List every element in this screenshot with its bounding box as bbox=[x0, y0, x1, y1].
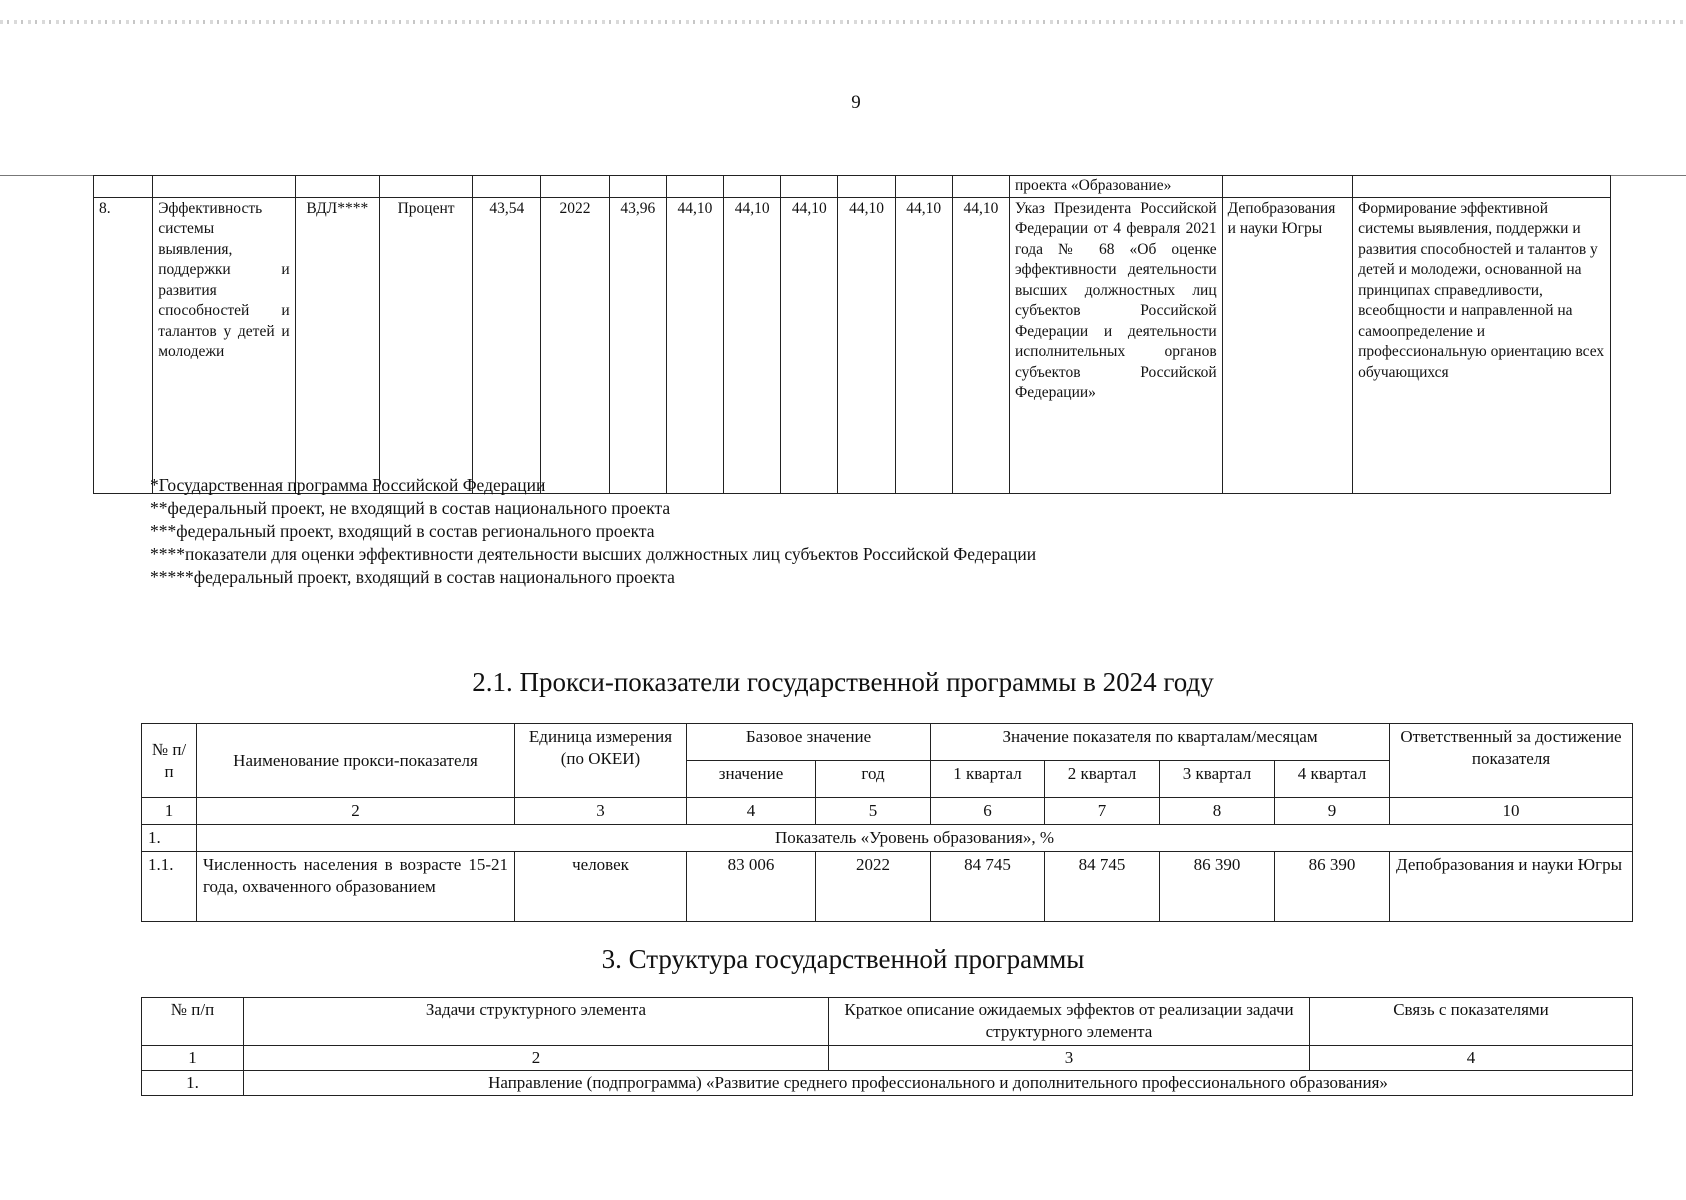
value-cell: 43,96 bbox=[609, 197, 666, 493]
column-number-row bbox=[142, 1046, 1633, 1071]
header-quarters: Значение показателя по кварталам/месяцам bbox=[931, 724, 1390, 761]
unit: человек bbox=[515, 852, 687, 922]
base-value: 83 006 bbox=[687, 852, 816, 922]
value-cell: 44,10 bbox=[781, 197, 838, 493]
value-cell: 44,10 bbox=[838, 197, 895, 493]
table-row-continuation bbox=[94, 176, 1611, 198]
header-unit: Единица измерения (по ОКЕИ) bbox=[515, 724, 687, 798]
footnote: **федеральный проект, не входящий в состав национального проекта bbox=[150, 498, 671, 518]
column-number: 2 bbox=[197, 798, 515, 825]
footnotes bbox=[150, 474, 1036, 589]
group-label: Показатель «Уровень образования», % bbox=[197, 825, 1633, 852]
column-number: 3 bbox=[829, 1046, 1310, 1071]
section-title-proxy-indicators: 2.1. Прокси-показатели государственной программы в 2024 году bbox=[472, 667, 1214, 697]
base-year: 2022 bbox=[541, 197, 609, 493]
table-row bbox=[142, 852, 1633, 922]
proxy-indicator-name: Численность населения в возрасте 15-21 года, охваченного образованием bbox=[197, 852, 515, 922]
row-number: 8. bbox=[94, 197, 153, 493]
header-q3: 3 квартал bbox=[1160, 761, 1275, 798]
base-value: 43,54 bbox=[473, 197, 541, 493]
column-number: 9 bbox=[1275, 798, 1390, 825]
q2-value: 84 745 bbox=[1045, 852, 1160, 922]
column-number: 2 bbox=[244, 1046, 829, 1071]
column-number-row bbox=[142, 798, 1633, 825]
footnote: *Государственная программа Российской Федерации bbox=[150, 475, 546, 495]
header-tasks: Задачи структурного элемента bbox=[244, 998, 829, 1046]
footnote: ***федеральный проект, входящий в состав регионального проекта bbox=[150, 521, 655, 541]
base-year: 2022 bbox=[816, 852, 931, 922]
column-number: 3 bbox=[515, 798, 687, 825]
value-cell: 44,10 bbox=[666, 197, 723, 493]
column-number: 4 bbox=[1310, 1046, 1633, 1071]
proxy-indicators-table bbox=[141, 723, 1633, 922]
value-cell: 44,10 bbox=[952, 197, 1009, 493]
column-number: 4 bbox=[687, 798, 816, 825]
goal-link: Формирование эффективной системы выявления, поддержки и развития способностей и талантов у детей и молодежи, основанной на принципах справедливости, всеобщности и направленной на самоопределение и профессиональную ориентацию всех обучающихся bbox=[1353, 197, 1611, 493]
value-cell: 44,10 bbox=[724, 197, 781, 493]
column-number: 8 bbox=[1160, 798, 1275, 825]
unit: Процент bbox=[379, 197, 472, 493]
header-row bbox=[142, 724, 1633, 761]
indicator-level: ВДЛ**** bbox=[295, 197, 379, 493]
group-number: 1. bbox=[142, 825, 197, 852]
group-row bbox=[142, 825, 1633, 852]
header-q1: 1 квартал bbox=[931, 761, 1045, 798]
header-num: № п/п bbox=[142, 724, 197, 798]
q3-value: 86 390 bbox=[1160, 852, 1275, 922]
column-number: 1 bbox=[142, 798, 197, 825]
header-row bbox=[142, 998, 1633, 1046]
header-link: Связь с показателями bbox=[1310, 998, 1633, 1046]
program-structure-table bbox=[141, 997, 1633, 1096]
column-number: 6 bbox=[931, 798, 1045, 825]
q4-value: 86 390 bbox=[1275, 852, 1390, 922]
row-number: 1. bbox=[142, 1071, 244, 1096]
responsible-body: Депобразования и науки Югры bbox=[1390, 852, 1633, 922]
table-row bbox=[142, 1071, 1633, 1096]
direction-label: Направление (подпрограмма) «Развитие среднего профессионального и дополнительного профессионального образования» bbox=[244, 1071, 1633, 1096]
row-number: 1.1. bbox=[142, 852, 197, 922]
footnote: *****федеральный проект, входящий в состав национального проекта bbox=[150, 567, 675, 587]
q1-value: 84 745 bbox=[931, 852, 1045, 922]
header-name: Наименование прокси-показателя bbox=[197, 724, 515, 798]
table-row bbox=[94, 197, 1611, 493]
continuation-text: проекта «Образование» bbox=[1009, 176, 1222, 198]
regulatory-document: Указ Президента Российской Федерации от 4 февраля 2021 года № 68 «Об оценке эффективности деятельности высших должностных лиц субъектов Российской Федерации и деятельности исполнительных органов субъектов Российской Федерации» bbox=[1009, 197, 1222, 493]
indicator-name: Эффективность системы выявления, поддержки и развития способностей и талантов у детей и молодежи bbox=[153, 197, 295, 493]
section-title-structure: 3. Структура государственной программы bbox=[601, 944, 1085, 974]
responsible-body: Депобразования и науки Югры bbox=[1222, 197, 1352, 493]
scan-edge bbox=[0, 20, 1686, 24]
header-base: Базовое значение bbox=[687, 724, 931, 761]
indicators-table-continuation bbox=[93, 175, 1611, 494]
page-number: 9 bbox=[851, 92, 861, 113]
header-base-value: значение bbox=[687, 761, 816, 798]
header-q4: 4 квартал bbox=[1275, 761, 1390, 798]
header-num: № п/п bbox=[142, 998, 244, 1046]
header-effects: Краткое описание ожидаемых эффектов от реализации задачи структурного элемента bbox=[829, 998, 1310, 1046]
footnote: ****показатели для оценки эффективности деятельности высших должностных лиц субъектов Российской Федерации bbox=[150, 544, 1037, 564]
column-number: 1 bbox=[142, 1046, 244, 1071]
column-number: 5 bbox=[816, 798, 931, 825]
header-q2: 2 квартал bbox=[1045, 761, 1160, 798]
header-base-year: год bbox=[816, 761, 931, 798]
column-number: 7 bbox=[1045, 798, 1160, 825]
column-number: 10 bbox=[1390, 798, 1633, 825]
header-responsible: Ответственный за достижение показателя bbox=[1390, 724, 1633, 798]
value-cell: 44,10 bbox=[895, 197, 952, 493]
